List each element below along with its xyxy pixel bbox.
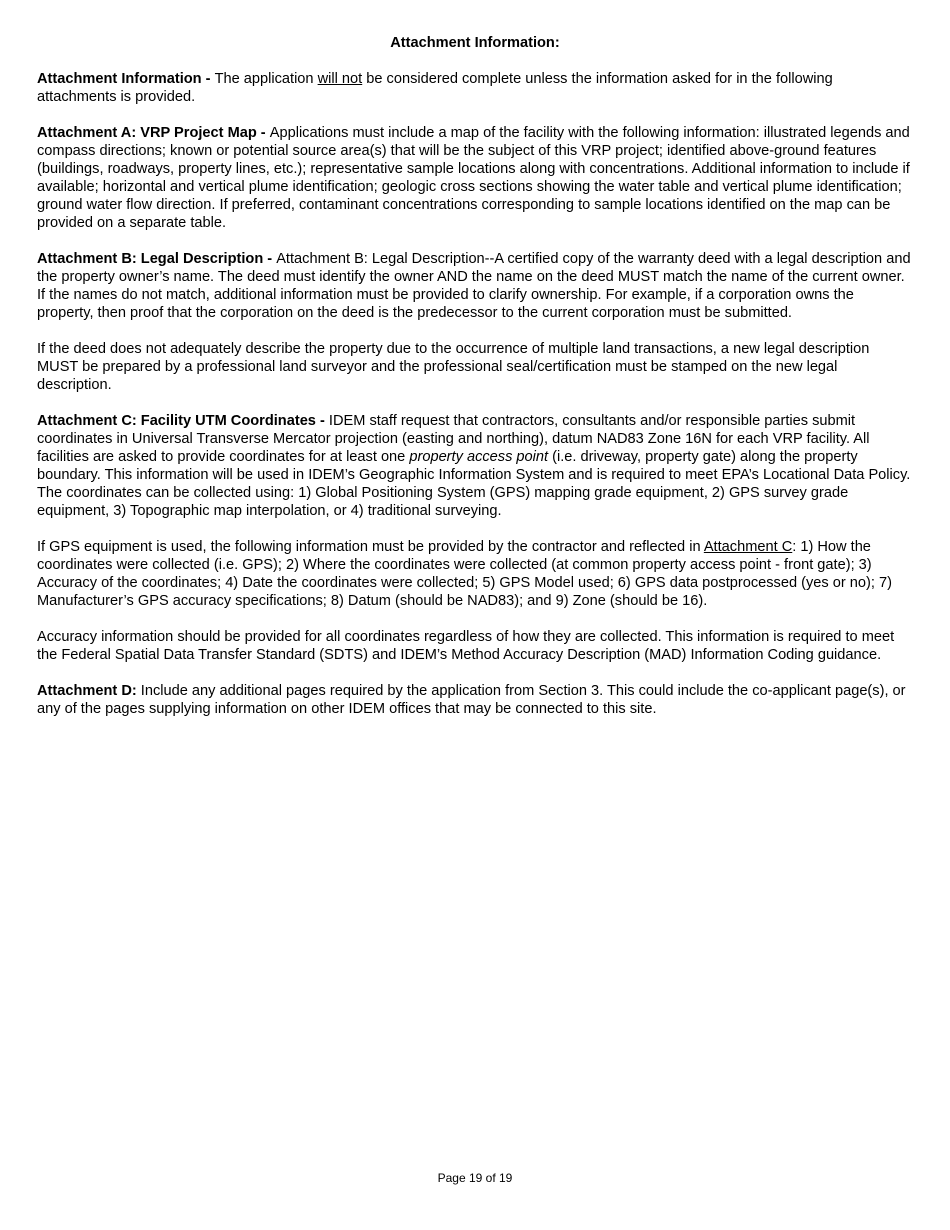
attachment-d-label: Attachment D: bbox=[37, 683, 137, 699]
attachment-a-label: Attachment A: VRP Project Map - bbox=[37, 125, 270, 141]
attachment-a-text: Applications must include a map of the facility with the following information: illustrated legends and compass directions; known or potential source area(s) that will be the subject of this VRP project; identified above-ground features (buildings, roadways, property lines, etc.); representative sample locations along with concentrations. Additional information to include if available; horizontal and vertical plume identification; geologic cross sections showing the water table and vertical plume identification; ground water flow direction. If preferred, contaminant concentrations corresponding to sample locations identified on the map can be provided on a separate table. bbox=[37, 125, 910, 231]
attachment-c-label: Attachment C: Facility UTM Coordinates - bbox=[37, 413, 329, 429]
page-number-footer: Page 19 of 19 bbox=[437, 1171, 513, 1185]
attachment-c-text-pre: IDEM staff request that contractors, consultants and/or responsible parties submit coordinates in Universal Transverse Mercator projection (easting and northing), datum NAD83 Zone 16N for each VRP facility. All facilities are asked to provide coordinates for at least one bbox=[37, 413, 870, 465]
attachment-c-accuracy-paragraph bbox=[37, 628, 913, 664]
attachment-c-gps-text-pre: If GPS equipment is used, the following information must be provided by the contractor and reflected in bbox=[37, 539, 704, 555]
attachment-information-paragraph bbox=[37, 70, 913, 106]
attachment-information-text-post: be considered complete unless the information asked for in the following attachments is provided. bbox=[37, 71, 833, 105]
attachment-b-label: Attachment B: Legal Description - bbox=[37, 251, 277, 267]
attachment-b-deed-text: If the deed does not adequately describe the property due to the occurrence of multiple land transactions, a new legal description MUST be prepared by a professional land surveyor and the professional seal/certification must be stamped on the new legal description. bbox=[37, 341, 870, 393]
attachment-c-reference: Attachment C bbox=[703, 539, 793, 555]
attachment-b-paragraph bbox=[37, 250, 913, 322]
attachment-a-paragraph bbox=[37, 124, 913, 232]
attachment-d-text: Include any additional pages required by the application from Section 3. This could include the co-applicant page(s), or any of the pages supplying information on other IDEM offices that may be connected to this site. bbox=[37, 683, 906, 717]
attachment-c-paragraph bbox=[37, 412, 913, 520]
attachment-c-accuracy-text: Accuracy information should be provided for all coordinates regardless of how they are collected. This information is required to meet the Federal Spatial Data Transfer Standard (SDTS) and IDEM’s Method Accuracy Description (MAD) Information Coding guidance. bbox=[37, 629, 895, 663]
attachment-c-gps-paragraph bbox=[37, 538, 913, 610]
attachment-c-text-post: (i.e. driveway, property gate) along the property boundary. This information will be used in IDEM’s Geographic Information System and is required to meet EPA’s Locational Data Policy. The coordinates can be collected using: 1) Global Positioning System (GPS) mapping grade equipment, 2) GPS survey grade equipment, 3) Topographic map interpolation, or 4) traditional surveying. bbox=[37, 449, 911, 519]
page-title: Attachment Information: bbox=[390, 35, 560, 51]
document-page bbox=[37, 34, 913, 736]
attachment-b-deed-paragraph bbox=[37, 340, 913, 394]
attachment-c-gps-text-post: : 1) How the coordinates were collected (i.e. GPS); 2) Where the coordinates were collected (at common property access point - front gate); 3) Accuracy of the coordinates; 4) Date the coordinates were collected; 5) GPS Model used; 6) GPS data postprocessed (yes or no); 7) Manufacturer’s GPS accuracy specifications; 8) Datum (should be NAD83); and 9) Zone (should be 16). bbox=[37, 539, 892, 609]
property-access-point-emphasis: property access point bbox=[409, 449, 549, 465]
attachment-d-paragraph bbox=[37, 682, 913, 718]
attachment-b-text: Attachment B: Legal Description--A certified copy of the warranty deed with a legal description and the property owner’s name. The deed must identify the owner AND the name on the deed MUST match the name of the current owner. If the names do not match, additional information must be provided to clarify ownership. For example, if a corporation owns the property, then proof that the corporation on the deed is the predecessor to the current corporation must be submitted. bbox=[37, 251, 911, 321]
attachment-information-label: Attachment Information - bbox=[37, 71, 215, 87]
attachment-information-text-pre: The application bbox=[214, 71, 318, 87]
will-not-emphasis: will not bbox=[317, 71, 363, 87]
